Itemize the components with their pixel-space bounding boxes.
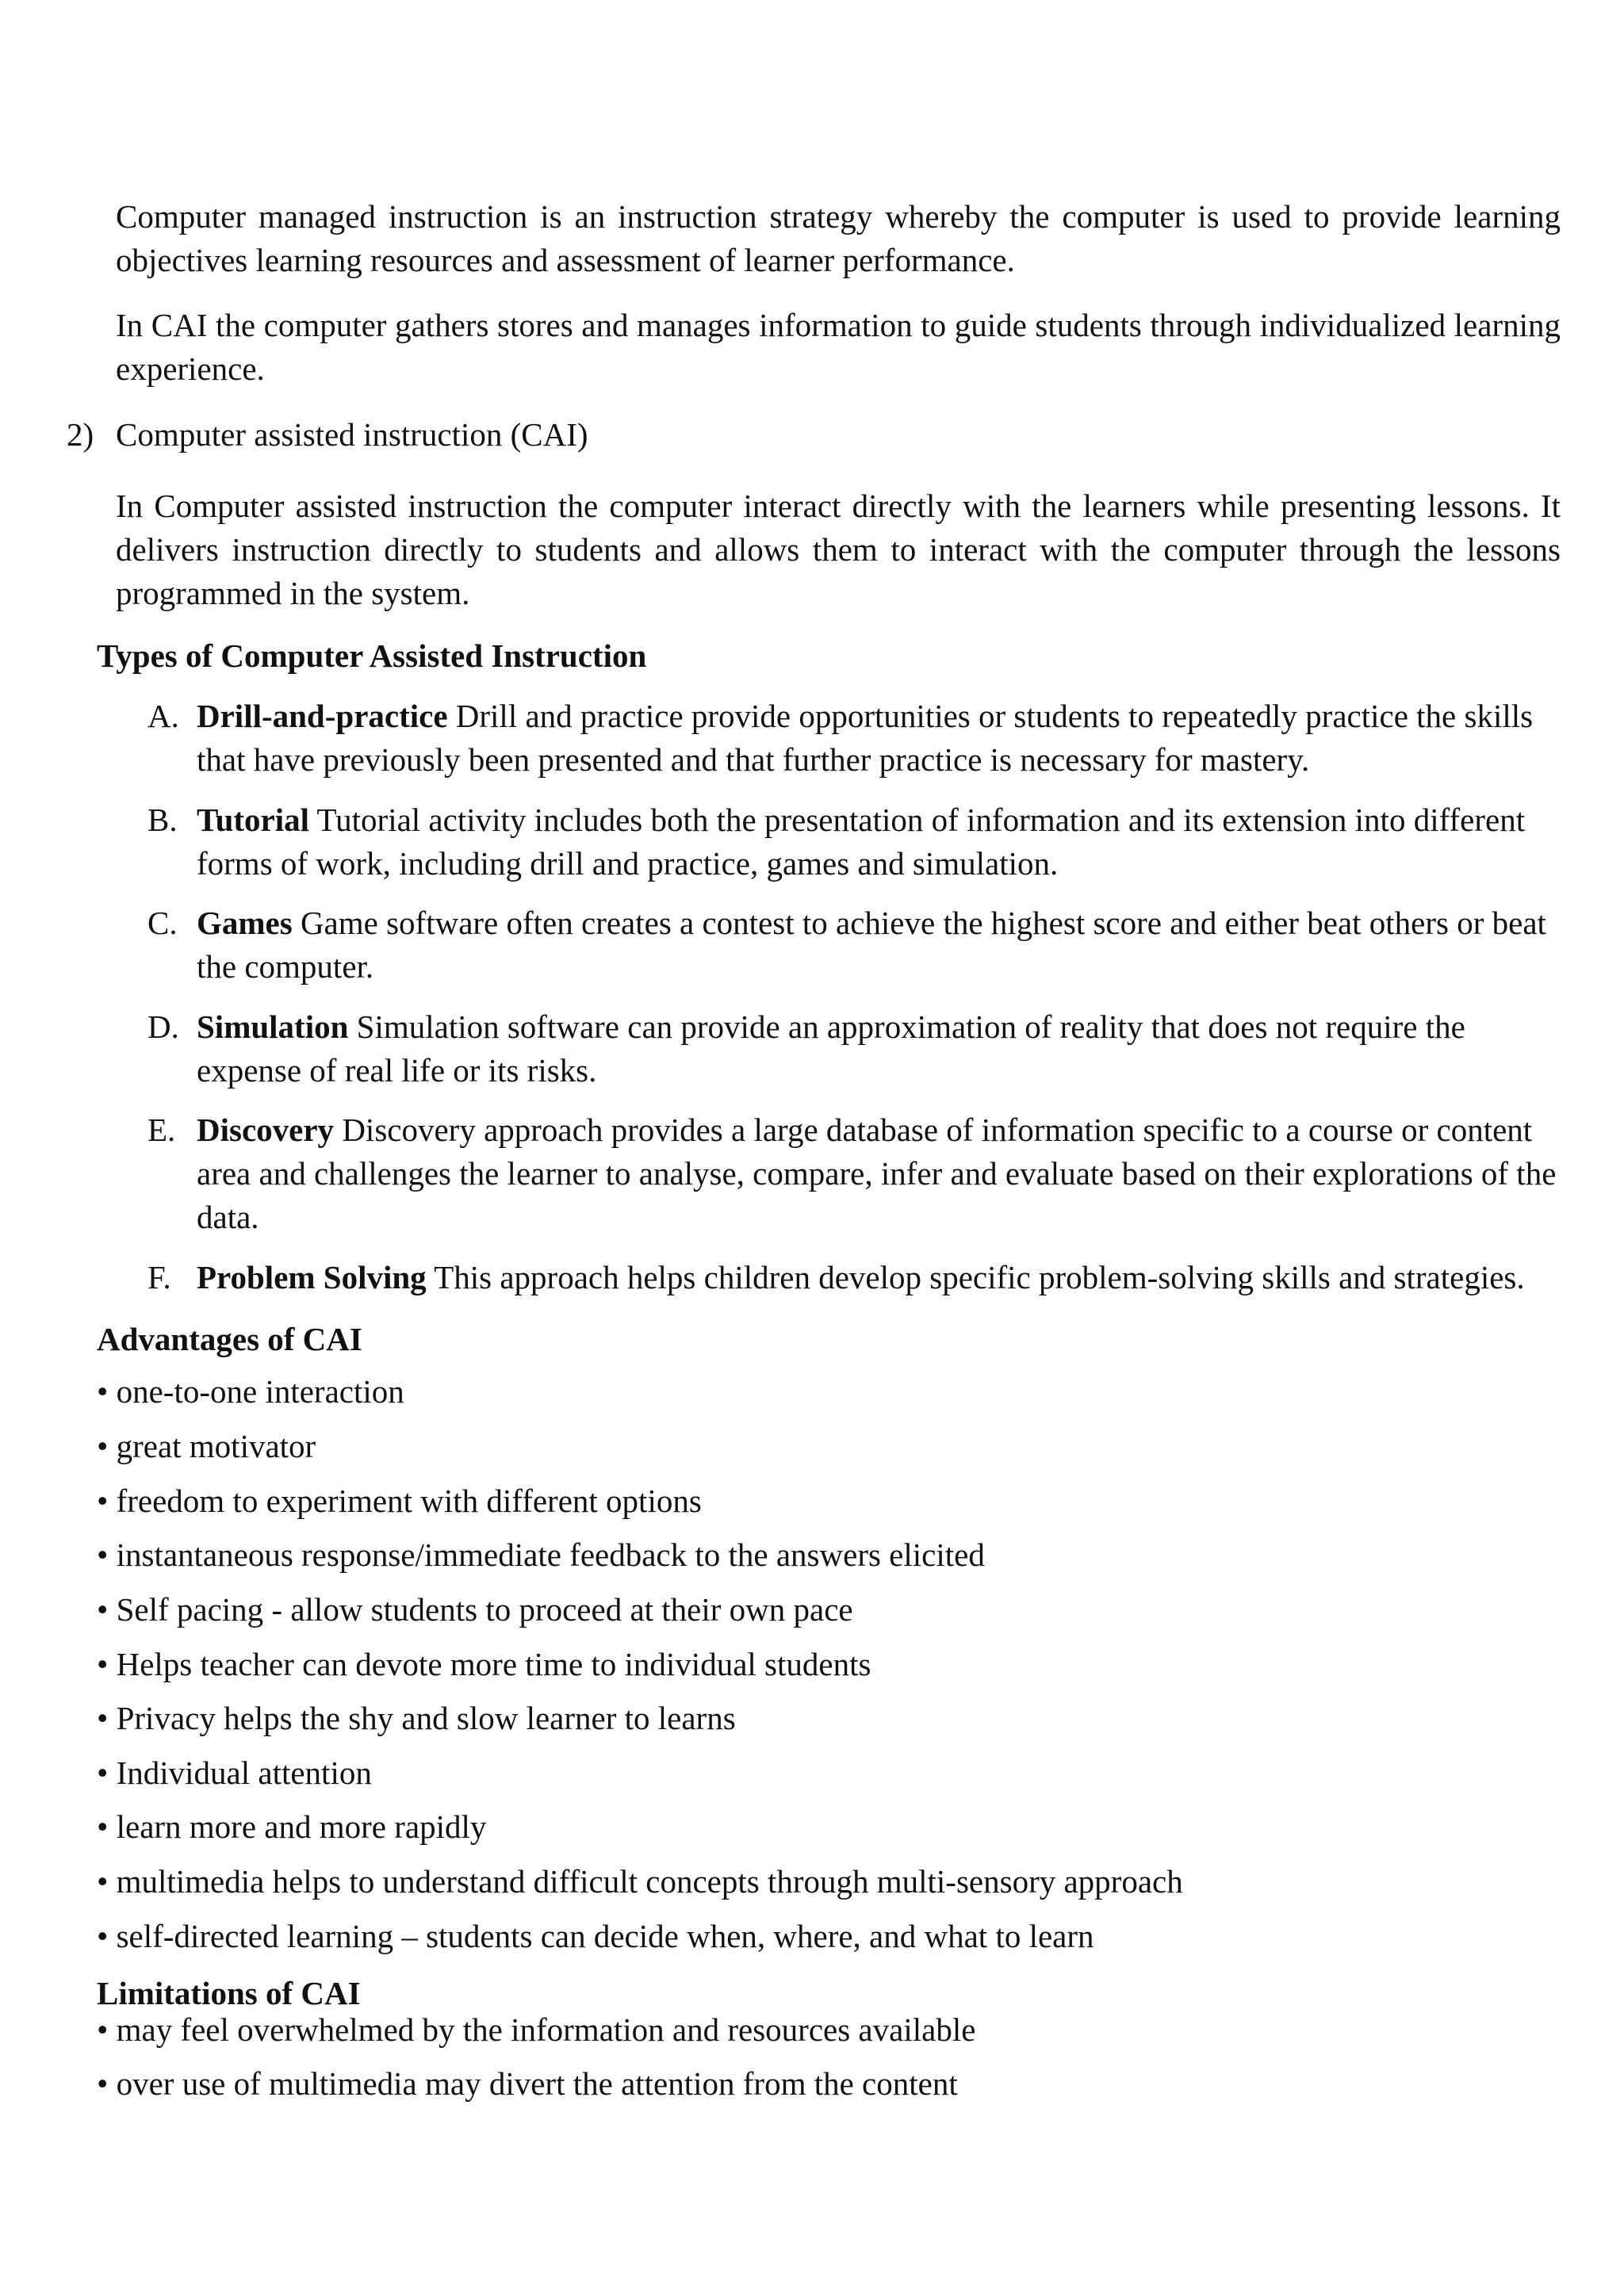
list-letter: B. (147, 802, 178, 838)
advantage-item: • multimedia helps to understand difficult concepts through multi-sensory approach (97, 1863, 1183, 1900)
type-term: Problem Solving (197, 1259, 427, 1295)
types-heading: Types of Computer Assisted Instruction (97, 637, 647, 674)
list-number: 2) (67, 416, 94, 453)
advantages-heading: Advantages of CAI (97, 1321, 362, 1357)
limitations-heading: Limitations of CAI (97, 1975, 361, 2011)
advantage-item: • freedom to experiment with different options (97, 1483, 702, 1519)
type-term: Games (197, 905, 293, 941)
type-item-problem-solving (147, 1256, 1564, 1299)
type-description: This approach helps children develop specific problem-solving skills and strategies. (426, 1259, 1525, 1295)
list-letter: D. (147, 1008, 179, 1045)
paragraph-cmi-definition: Computer managed instruction is an instruction strategy whereby the computer is used to provide learning objectives learning resources and assessment of learner performance. (116, 198, 1561, 278)
advantage-item: • one-to-one interaction (97, 1373, 404, 1410)
type-item-discovery (147, 1108, 1564, 1239)
type-item-tutorial (147, 798, 1564, 886)
type-term: Drill-and-practice (197, 698, 448, 734)
advantage-item: • Helps teacher can devote more time to individual students (97, 1646, 871, 1682)
advantage-item: • learn more and more rapidly (97, 1808, 487, 1845)
type-term: Tutorial (197, 802, 310, 838)
type-item-games (147, 901, 1564, 989)
type-description: Simulation software can provide an approximation of reality that does not require the expense of real life or its risks. (197, 1008, 1465, 1089)
numbered-item-cai (67, 413, 588, 457)
type-term: Simulation (197, 1008, 349, 1045)
type-description: Game software often creates a contest to achieve the highest score and either beat others or beat the computer. (197, 905, 1546, 985)
list-letter: E. (147, 1112, 176, 1148)
advantage-item: • self-directed learning – students can decide when, where, and what to learn (97, 1918, 1094, 1954)
type-description: Discovery approach provides a large database of information specific to a course or content area and challenges the learner to analyse, compare, infer and evaluate based on their explorations of the data. (197, 1112, 1557, 1235)
list-letter: C. (147, 905, 178, 941)
type-description: Tutorial activity includes both the presentation of information and its extension into different forms of work, including drill and practice, games and simulation. (197, 802, 1526, 882)
paragraph-cai-definition: In Computer assisted instruction the computer interact directly with the learners while presenting lessons. It delivers instruction directly to students and allows them to interact with the computer through the lessons programmed in the system. (116, 488, 1561, 611)
type-description: Drill and practice provide opportunities or students to repeatedly practice the skills that have previously been presented and that further practice is necessary for mastery. (197, 698, 1534, 778)
numbered-item-text: Computer assisted instruction (CAI) (116, 416, 588, 453)
type-item-drill (147, 695, 1564, 782)
advantage-item: • Self pacing - allow students to proceed at their own pace (97, 1591, 853, 1628)
advantage-item: • Individual attention (97, 1755, 372, 1791)
advantage-item: • Privacy helps the shy and slow learner to learns (97, 1700, 736, 1736)
advantage-item: • great motivator (97, 1428, 316, 1464)
list-letter: F. (147, 1259, 171, 1295)
type-item-simulation (147, 1005, 1564, 1093)
advantage-item: • instantaneous response/immediate feedback to the answers elicited (97, 1536, 985, 1573)
paragraph-cai-information: In CAI the computer gathers stores and manages information to guide students through individualized learning experience. (116, 307, 1561, 387)
list-letter: A. (147, 698, 179, 734)
limitation-item: • over use of multimedia may divert the attention from the content (97, 2065, 958, 2102)
limitation-item: • may feel overwhelmed by the information and resources available (97, 2011, 976, 2048)
type-term: Discovery (197, 1112, 335, 1148)
